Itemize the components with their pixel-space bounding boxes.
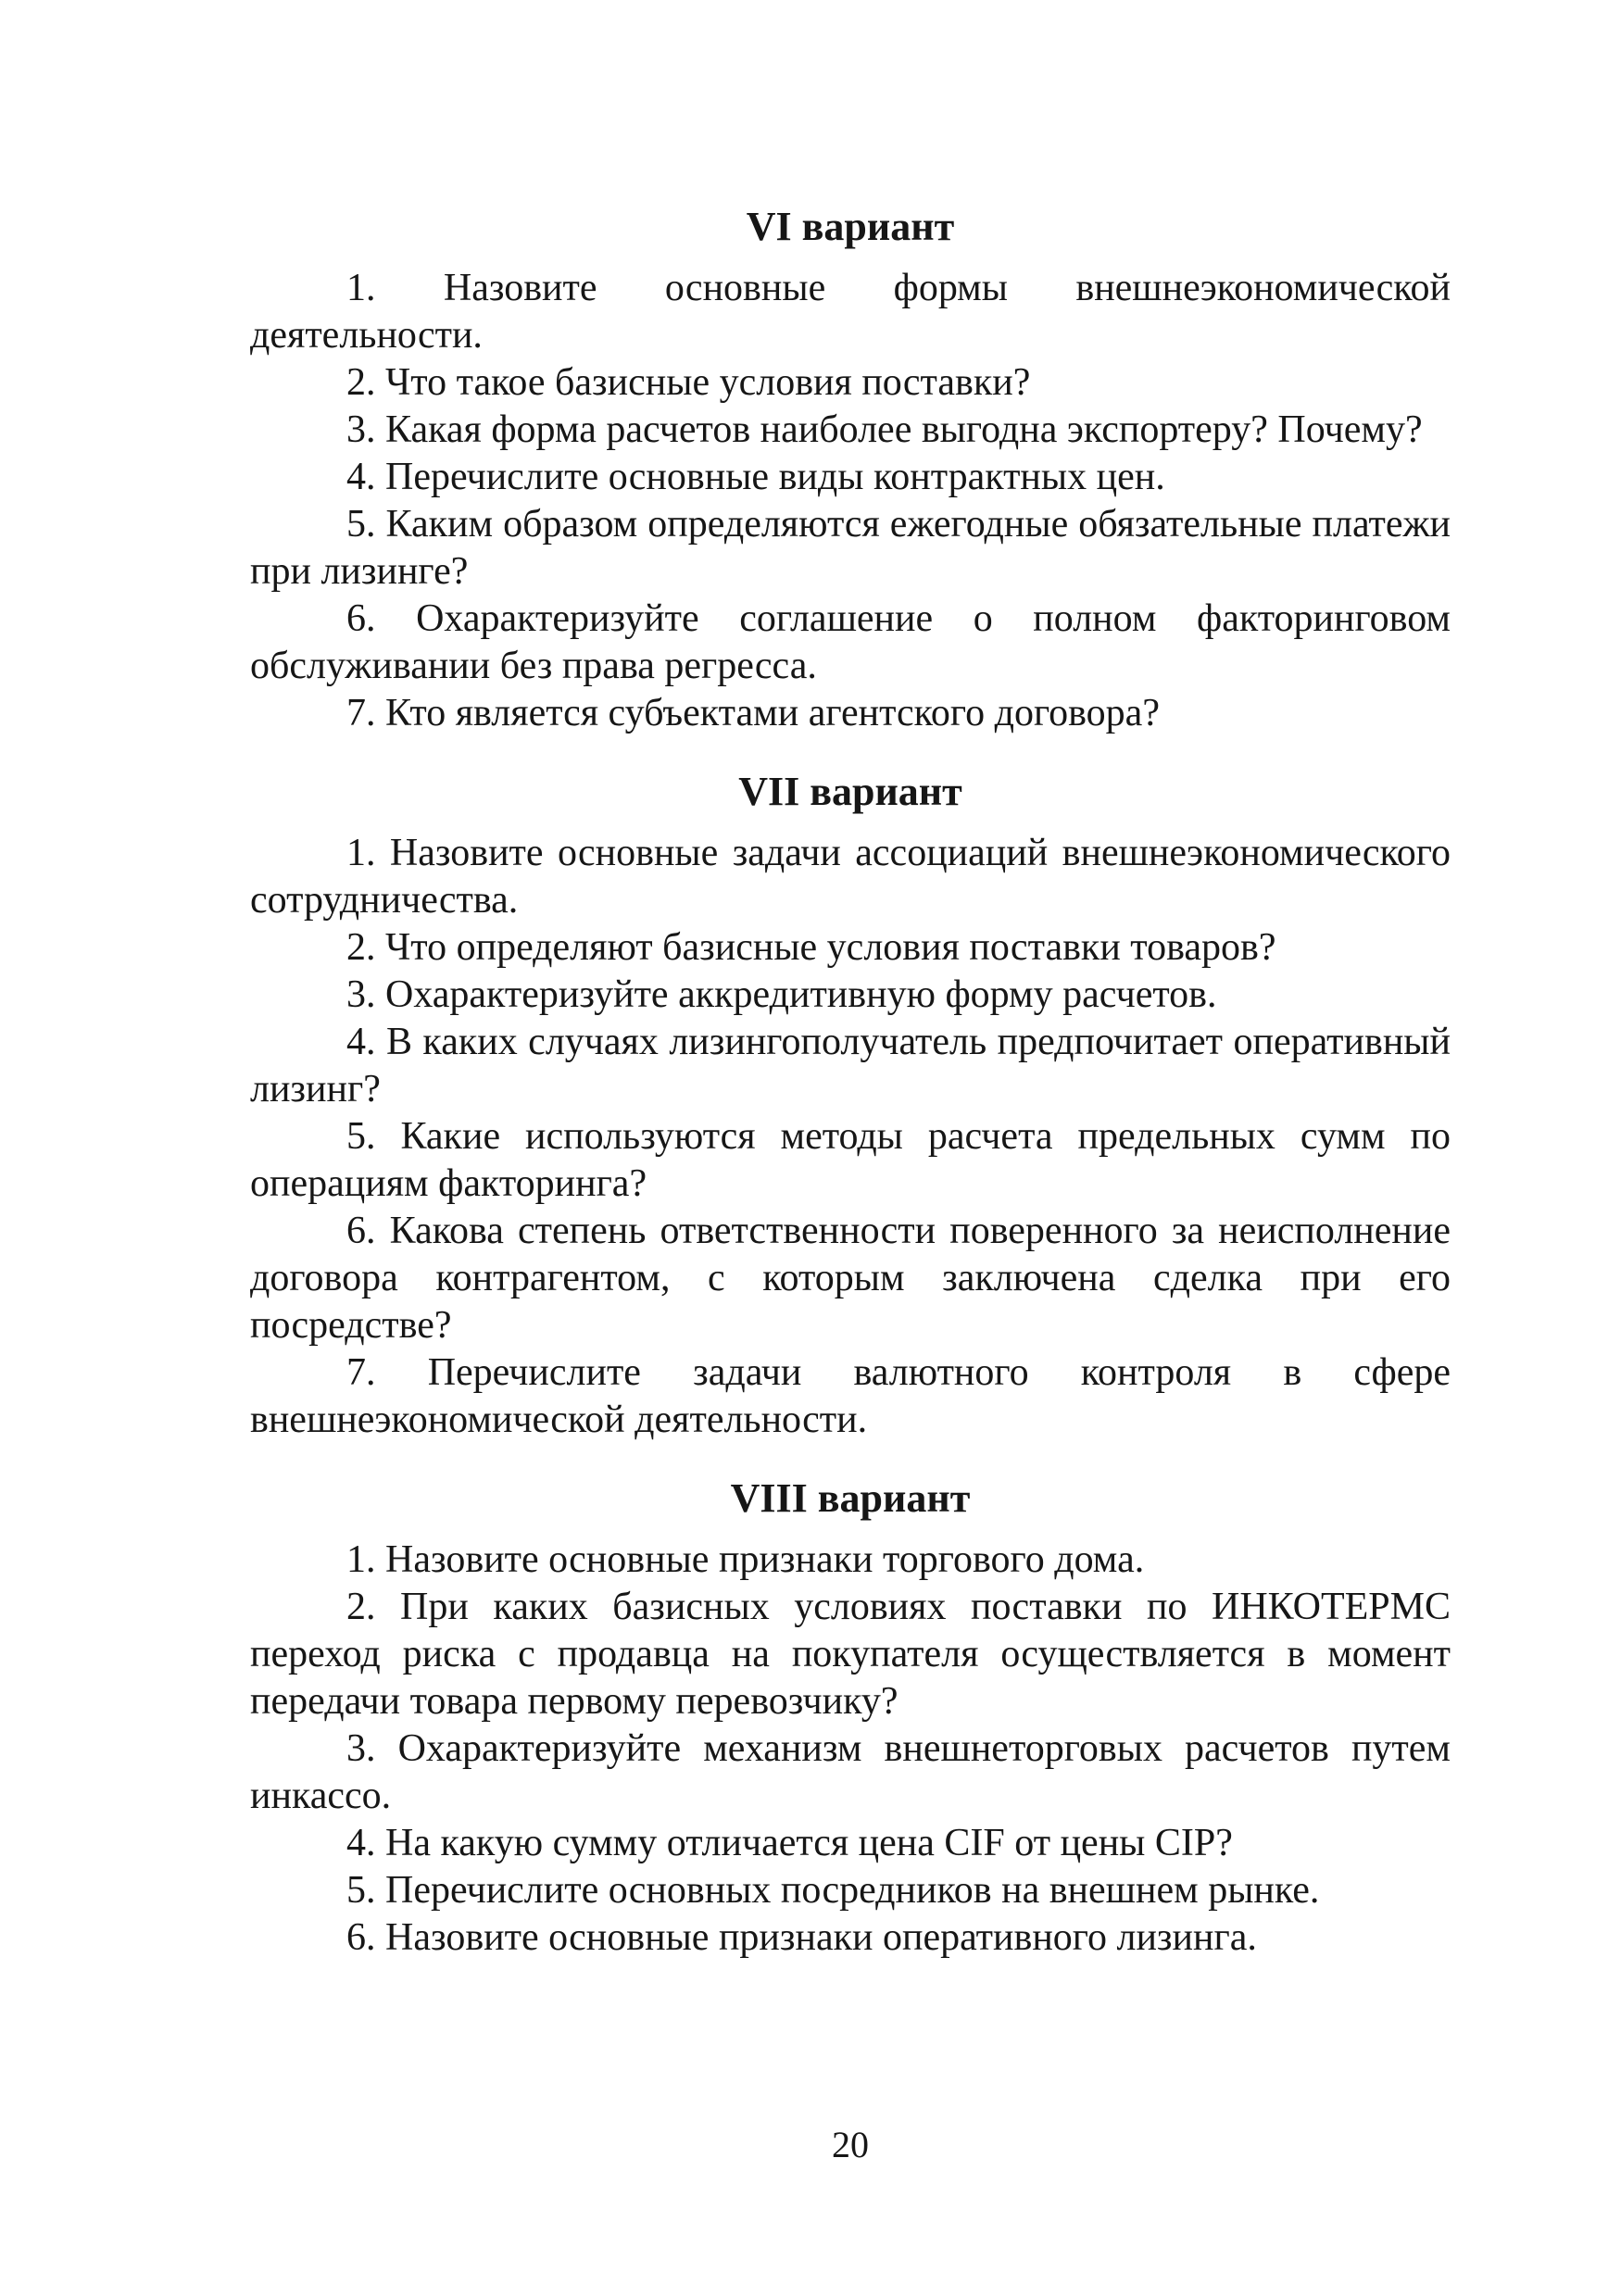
question-paragraph: 5. Каким образом определяются ежегодные обязательные платежи при лизинге?	[250, 503, 1451, 593]
question-paragraph: 3. Какая форма расчетов наиболее выгодна экспортеру? Почему?	[346, 408, 1423, 451]
section-heading: VIII вариант	[730, 1475, 971, 1521]
question-paragraph: 7. Перечислите задачи валютного контроля в сфере внешнеэкономической деятельности.	[250, 1351, 1451, 1441]
question-paragraph: 4. В каких случаях лизингополучатель предпочитает оперативный лизинг?	[250, 1021, 1451, 1110]
question-paragraph: 5. Какие используются методы расчета предельных сумм по операциям факторинга?	[250, 1115, 1451, 1205]
question-paragraph: 1. Назовите основные формы внешнеэкономической деятельности.	[250, 267, 1451, 357]
section-heading: VI вариант	[746, 204, 955, 249]
question-paragraph: 6. Какова степень ответственности поверенного за неисполнение договора контрагентом, с которым заключена сделка при его посредстве?	[250, 1210, 1451, 1347]
question-paragraph: 6. Охарактеризуйте соглашение о полном факторинговом обслуживании без права регресса.	[250, 597, 1451, 687]
section-variant-7	[250, 767, 1451, 1444]
question-paragraph: 3. Охарактеризуйте механизм внешнеторговых расчетов путем инкассо.	[250, 1727, 1451, 1817]
question-paragraph: 4. На какую сумму отличается цена CIF от цены CIP?	[346, 1822, 1233, 1864]
question-paragraph: 2. Что такое базисные условия поставки?	[346, 361, 1031, 404]
question-paragraph: 6. Назовите основные признаки оперативного лизинга.	[346, 1916, 1257, 1959]
question-paragraph: 2. Что определяют базисные условия поставки товаров?	[346, 926, 1276, 969]
section-heading: VII вариант	[738, 769, 962, 814]
question-paragraph: 1. Назовите основные признаки торгового дома.	[346, 1538, 1145, 1581]
page-content	[250, 202, 1451, 1962]
page-number: 20	[832, 2124, 869, 2165]
question-paragraph: 2. При каких базисных условиях поставки по ИНКОТЕРМС переход риска с продавца на покупателя осуществляется в момент передачи товара первому перевозчику?	[250, 1586, 1451, 1723]
question-paragraph: 7. Кто является субъектами агентского договора?	[346, 692, 1160, 734]
section-variant-6	[250, 202, 1451, 737]
question-paragraph: 3. Охарактеризуйте аккредитивную форму расчетов.	[346, 973, 1217, 1016]
question-paragraph: 1. Назовите основные задачи ассоциаций внешнеэкономического сотрудничества.	[250, 832, 1451, 922]
question-paragraph: 5. Перечислите основных посредников на внешнем рынке.	[346, 1869, 1320, 1912]
section-variant-8	[250, 1474, 1451, 1962]
question-paragraph: 4. Перечислите основные виды контрактных цен.	[346, 456, 1165, 498]
